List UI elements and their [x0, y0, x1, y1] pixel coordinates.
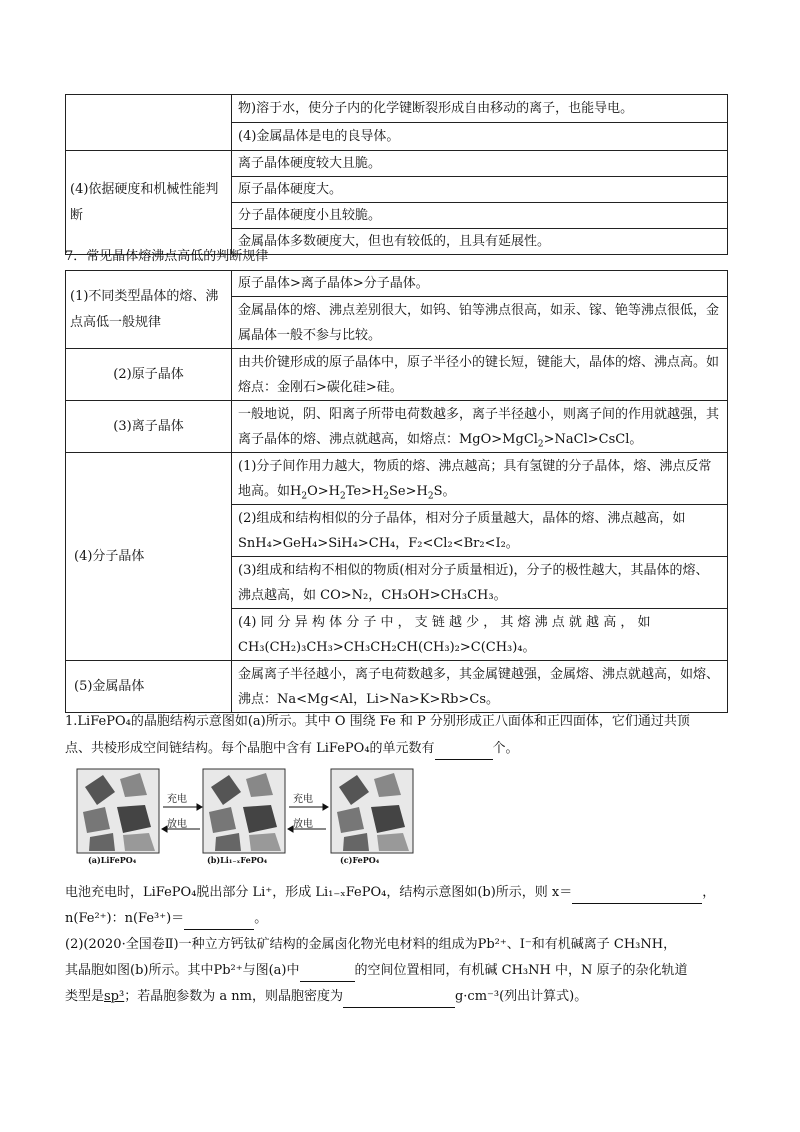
table-cell: 一般地说，阴、阳离子所带电荷数越多，离子半径越小，则离子间的作用就越强，其离子晶体的熔、沸点就越高，如熔点：MgO>MgCl$_2$>NaCl>CsCl。: [232, 401, 728, 453]
text: 点、共棱形成空间链结构。每个晶胞中含有 LiFePO₄的单元数有: [65, 741, 435, 756]
table-row-label: (4)依据硬度和机械性能判断: [66, 151, 232, 255]
text: 其晶胞如图(b)所示。其中Pb²⁺与图(a)中: [65, 963, 300, 978]
text: ，: [702, 885, 716, 900]
question-text: [65, 738, 519, 760]
question-text: [65, 882, 715, 904]
figure-caption: (c)FePO₄: [340, 855, 380, 865]
question-text: [65, 986, 587, 1008]
table-cell: (4)金属晶体是电的良导体。: [232, 123, 728, 151]
table-cell: 金属晶体多数硬度大，但也有较低的，且具有延展性。: [232, 229, 728, 255]
text: g·cm⁻³(列出计算式)。: [454, 989, 588, 1004]
text: Se>H: [389, 483, 428, 499]
table-cell-empty: [66, 95, 232, 151]
text: O>H: [307, 483, 340, 499]
table-row-label: (4)分子晶体: [66, 453, 232, 661]
text: 个。: [492, 741, 519, 756]
answer-blank[interactable]: [300, 965, 355, 982]
crystal-cell-b: [203, 769, 285, 853]
table-row-label: (2)原子晶体: [66, 349, 232, 401]
table-row-label: (5)金属晶体: [66, 661, 232, 713]
answer-sp3: sp³: [104, 989, 125, 1004]
question-text: 1.LiFePO₄的晶胞结构示意图如(a)所示。其中 O 围绕 Fe 和 P 分别形成正八面体和正四面体，它们通过共顶: [65, 714, 690, 729]
table-cell: 物)溶于水，使分子内的化学键断裂形成自由移动的离子，也能导电。: [232, 95, 728, 123]
text: (1)分子间作用力越大，物质的熔、沸点越高；具有氢键的分子晶体，熔、沸点反常地高。如H: [238, 458, 712, 499]
text: 。: [254, 911, 268, 926]
table-bonding-properties: [65, 94, 728, 255]
crystal-structure-figure: [75, 767, 415, 867]
crystal-cell-c: [331, 769, 413, 853]
crystal-cell-a: [77, 769, 159, 853]
table-cell: 金属离子半径越小，离子电荷数越多，其金属键越强，金属熔、沸点就越高，如熔、沸点：Na<Mg<Al，Li>Na>K>Rb>Cs。: [232, 661, 728, 713]
table-cell: 原子晶体>离子晶体>分子晶体。: [232, 271, 728, 297]
table-cell: 原子晶体硬度大。: [232, 177, 728, 203]
text: >NaCl>CsCl。: [543, 431, 643, 447]
text: 的空间位置相同，有机碱 CH₃NH 中，N 原子的杂化轨道: [354, 963, 688, 978]
table-melting-points: [65, 270, 728, 713]
table-cell: (1)分子间作用力越大，物质的熔、沸点越高；具有氢键的分子晶体，熔、沸点反常地高。如$H_2O>H_2Te>H_2Se>H_2S$。: [232, 453, 728, 505]
table-cell: 由共价键形成的原子晶体中，原子半径小的键长短，键能大，晶体的熔、沸点高。如熔点：金刚石>碳化硅>硅。: [232, 349, 728, 401]
text: SnH₄>GeH₄>SiH₄>CH₄，F₂<Cl₂<Br₂<I₂。: [238, 535, 519, 551]
answer-blank[interactable]: [343, 991, 455, 1008]
charge-label: 充电: [293, 794, 313, 805]
table-cell: [232, 505, 728, 557]
table-cell: [232, 609, 728, 661]
text: (4) 同 分 异 构 体 分 子 中 ， 支 链 越 少 ， 其 熔 沸 点 就 越 高 ， 如: [238, 614, 651, 630]
table-row-label: (1)不同类型晶体的熔、沸点高低一般规律: [66, 271, 232, 349]
text: CH₃(CH₂)₃CH₃>CH₃CH₂CH(CH₃)₂>C(CH₃)₄。: [238, 639, 536, 655]
text: (2)组成和结构相似的分子晶体，相对分子质量越大，晶体的熔、沸点越高，如: [238, 510, 686, 526]
table-cell: 金属晶体的熔、沸点差别很大，如钨、铂等沸点很高，如汞、镓、铯等沸点很低，金属晶体一般不参与比较。: [232, 297, 728, 349]
text: 一般地说，阴、阳离子所带电荷数越多，离子半径越小，则离子间的作用就越强，其离子晶体的熔、沸点就越高，如熔点：MgO>MgCl: [238, 406, 720, 447]
figure-caption: (a)LiFePO₄: [88, 855, 137, 865]
table-cell: (3)组成和结构不相似的物质(相对分子质量相近)，分子的极性越大，其晶体的熔、沸点越高，如 CO>N₂，CH₃OH>CH₃CH₃。: [232, 557, 728, 609]
table-cell: 分子晶体硬度小且较脆。: [232, 203, 728, 229]
answer-blank[interactable]: [184, 913, 254, 930]
answer-blank[interactable]: [435, 743, 493, 760]
discharge-label: 放电: [293, 819, 313, 830]
text: S。: [433, 483, 456, 499]
text: 电池充电时，LiFePO₄脱出部分 Li⁺，形成 Li₁₋ₓFePO₄，结构示意图如(b)所示，则 x＝: [65, 885, 573, 900]
table-row-label: (3)离子晶体: [66, 401, 232, 453]
table-cell: 离子晶体硬度较大且脆。: [232, 151, 728, 177]
figure-caption: (b)Li₁₋ₓFePO₄: [207, 855, 268, 865]
discharge-label: 放电: [167, 819, 187, 830]
question-text: [65, 908, 267, 930]
section-heading: 7．常见晶体熔沸点高低的判断规律: [65, 249, 269, 264]
question-text: (2)(2020·全国卷Ⅱ)一种立方钙钛矿结构的金属卤化物光电材料的组成为Pb²⁺、I⁻和有机碱离子 CH₃NH，: [65, 937, 677, 952]
text: Te>H: [345, 483, 384, 499]
text: 类型是: [65, 989, 105, 1004]
answer-blank[interactable]: [572, 887, 702, 904]
text: n(Fe²⁺)：n(Fe³⁺)＝: [65, 911, 185, 926]
text: ；若晶胞参数为 a nm，则晶胞密度为: [124, 989, 343, 1004]
question-text: [65, 960, 688, 982]
charge-label: 充电: [167, 794, 187, 805]
